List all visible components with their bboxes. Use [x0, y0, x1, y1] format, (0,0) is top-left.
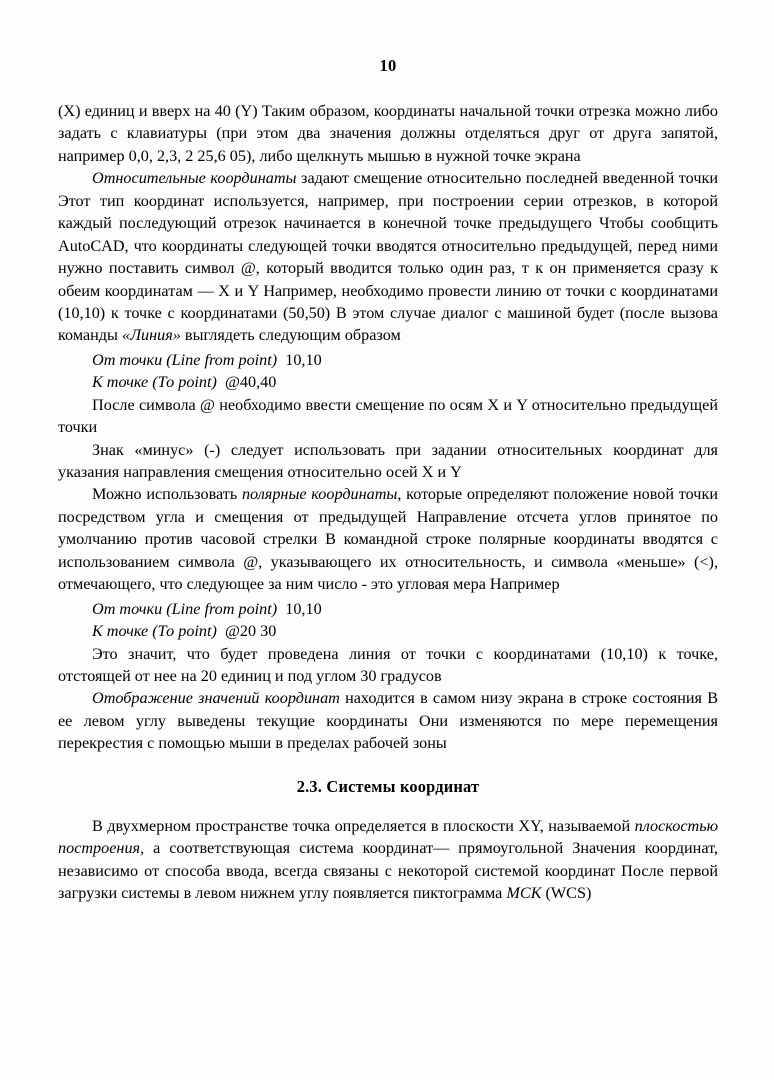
code-line-1a-label: От точки (Line from point) [92, 350, 278, 369]
paragraph-3 [58, 394, 718, 439]
page-number: 10 [379, 56, 397, 75]
code-line-2a-value: 10,10 [285, 599, 322, 618]
paragraph-7-italic-lead: Отображение значений координат [92, 689, 340, 708]
paragraph-1-text: (X) единиц и вверх на 40 (Y) Таким образом, координаты начальной точки отрезка можно либо задать с клавиатуры (при этом два значения должны отделяться друг от друга запятой, например 0,0, 2,3, 2 25,6 05), либо щелкнуть мышью в нужной точке экрана [58, 102, 718, 165]
code-line-2b-value: @20 30 [225, 622, 277, 641]
paragraph-1 [58, 100, 718, 167]
paragraph-2 [58, 167, 718, 347]
code-line-1b-value: @40,40 [225, 373, 277, 392]
code-line-1b-label: К точке (То point) [92, 373, 217, 392]
paragraph-7-text: находится в самом низу экрана в строке состояния В ее левом углу выведены текущие координаты Они изменяются по мере перемещения перекрестия с помощью мыши в пределах рабочей зоны [58, 689, 718, 753]
code-line-2b-label: К точке (То point) [92, 622, 217, 641]
paragraph-2-italic-tail: «Линия» [121, 326, 181, 345]
section-paragraph-lead: В двухмерном пространстве точка определяется в плоскости XY, называемой [92, 816, 635, 835]
section-paragraph-italic: плоскостью построения [58, 816, 718, 858]
code-line-2b [58, 620, 718, 642]
paragraph-5-text: , которые определяют положение новой точки посредством угла и смещения от предыдущей Направление отсчета углов принятое по умолчанию против часовой стрелки В командной строке полярные координаты вводятся с использованием символа @, указывающего их относительность, и символа «меньше» (<), отмечающего, что следующее за ним число - это угловая мера Например [58, 485, 718, 594]
paragraph-6 [58, 643, 718, 688]
code-line-1b [58, 371, 718, 393]
paragraph-5-italic: полярные координаты [241, 485, 398, 504]
paragraph-5-lead: Можно использовать [92, 485, 242, 504]
code-line-1a [58, 349, 718, 371]
code-line-1a-value: 10,10 [285, 350, 322, 369]
paragraph-2-text: задают смещение относительно последней введенной точки Этот тип координат используется, например, при построении серии отрезков, в которой каждый последующий отрезок начинается в конечной точке предыдущего Чтобы сообщить AutoCAD, что координаты следующей точки вводятся относительно предыдущей, перед ними нужно поставить символ @, который вводится только один раз, т к он применяется сразу к обеим координатам — X и Y Например, необходимо провести линию от точки с координатами (10,10) к точке с координатами (50,50) В этом случае диалог с машиной будет (после вызова команды [58, 169, 718, 345]
page-content [58, 56, 718, 904]
paragraph-4 [58, 439, 718, 484]
paragraph-6-text: Это значит, что будет проведена линия от точки с координатами (10,10) к точке, отстоящей от нее на 20 единиц и под углом 30 градусов [58, 644, 718, 685]
code-line-2a-label: От точки (Line from point) [92, 599, 278, 618]
paragraph-3-text: После символа @ необходимо ввести смещение по осям X и Y относительно предыдущей точки [58, 395, 718, 437]
paragraph-4-text: Знак «минус» (-) следует использовать при задании относительных координат для указания направления смещения относительно осей X и Y [58, 440, 718, 481]
paragraph-5 [58, 483, 718, 595]
paragraph-7 [58, 687, 718, 754]
section-paragraph-italic-2: МСК [506, 884, 542, 902]
paragraph-2-tail: выглядеть следующим образом [180, 326, 401, 345]
section-heading: 2.3. Системы координат [296, 776, 480, 796]
section-paragraph-tail: , а соответствующая система координат— прямоугольной Значения координат, независимо от способа ввода, всегда связаны с некоторой системой координат После первой загрузки системы в левом нижнем углу появляется пиктограмма [58, 839, 718, 902]
code-line-2a [58, 598, 718, 620]
section-paragraph [58, 815, 718, 905]
paragraph-2-italic-lead: Относительные координаты [92, 169, 297, 188]
section-paragraph-tail-2: (WCS) [541, 884, 592, 902]
